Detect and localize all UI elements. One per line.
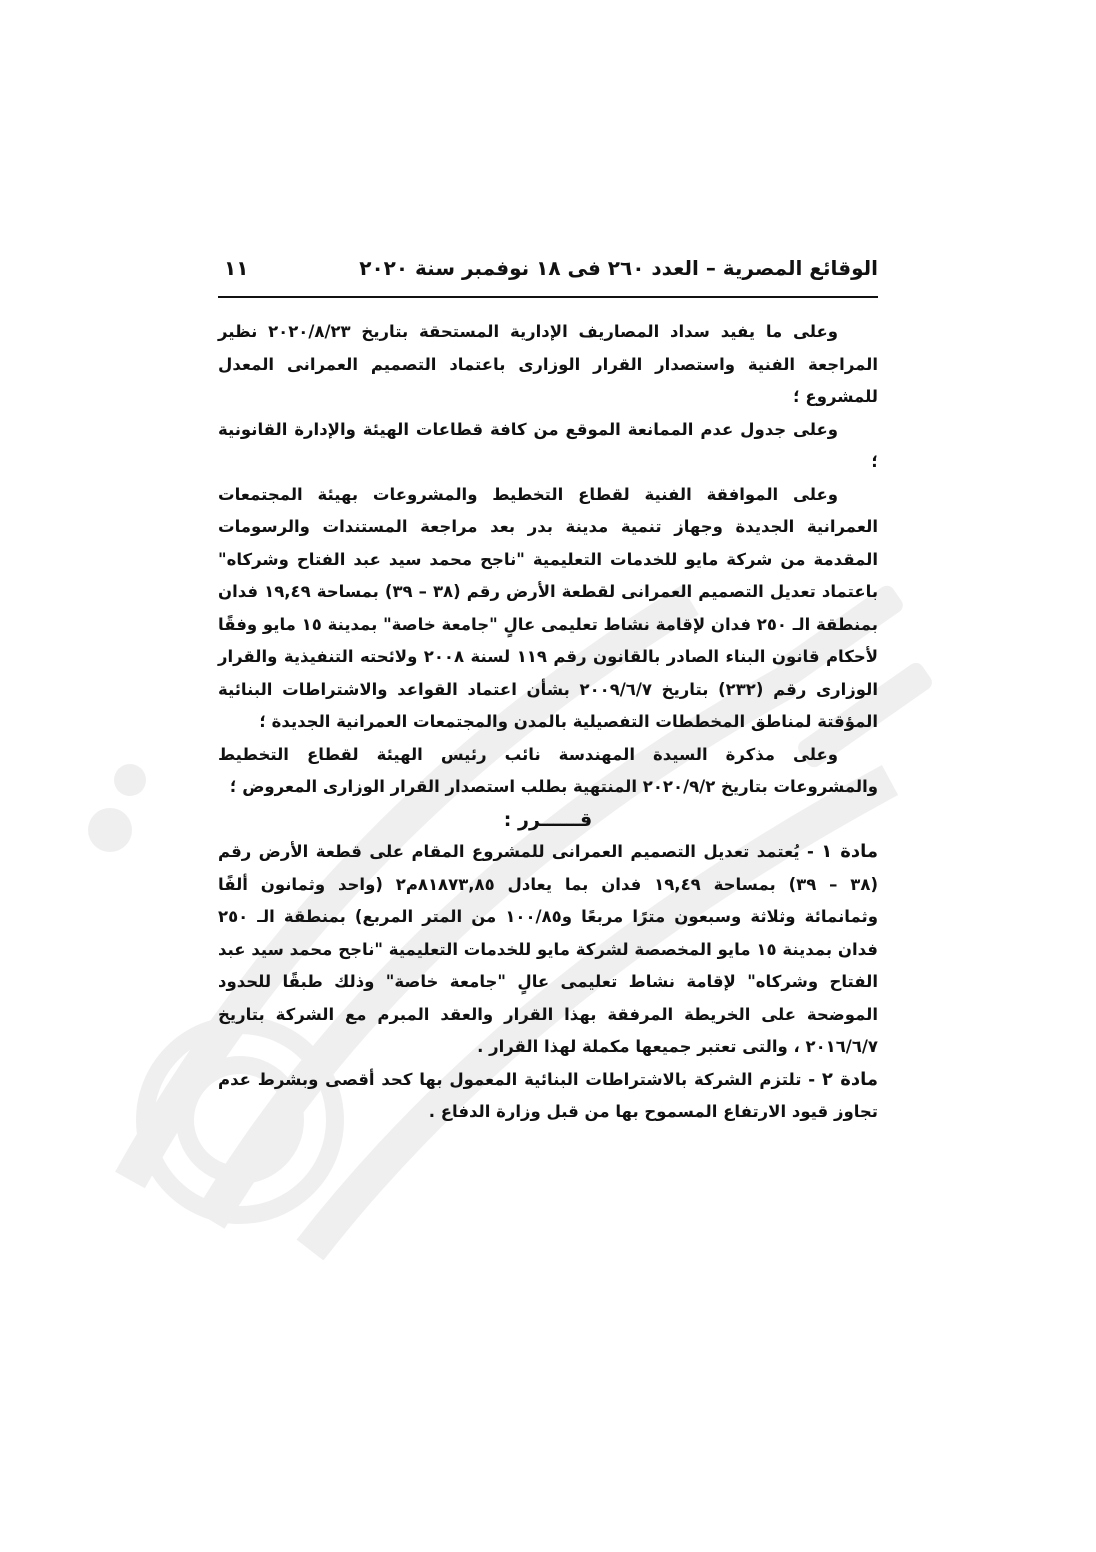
- paragraph-no-objection: وعلى جدول عدم الممانعة الموقع من كافة قطاعات الهيئة والإدارة القانونية ؛: [218, 419, 878, 471]
- article-1-text: - يُعتمد تعديل التصميم العمرانى للمشروع المقام على قطعة الأرض رقم (٣٨ – ٣٩) بمساحة ١٩,٤٩ فدان بما يعادل ٨١٨٧٣,٨٥م٢ (واحد وثمانون ألفًا وثمانمائة وثلاثة وسبعون مترًا مربعًا و١٠٠/٨٥ من المتر المربع) بمنطقة الـ ٢٥٠ فدان بمدينة ١٥ مايو المخصصة لشركة مايو للخدمات التعليمية "ناجح محمد سيد عبد الفتاح وشركاه" لإقامة نشاط تعليمى عالٍ "جامعة خاصة" وذلك طبقًا للحدود الموضحة على الخريطة المرفقة بهذا القرار والعقد المبرم مع الشركة بتاريخ ٢٠١٦/٦/٧ ، والتى تعتبر جميعها مكملة لهذا القرار .: [218, 842, 878, 1056]
- decision-heading: قــــــرر :: [503, 808, 593, 831]
- page-number: ١١: [224, 256, 249, 280]
- document-body: [218, 316, 878, 1129]
- article-2-label: مادة ٢: [821, 1068, 878, 1090]
- gazette-title: الوقائع المصرية – العدد ٢٦٠ فى ١٨ نوفمبر سنة ٢٠٢٠: [359, 256, 878, 280]
- paragraph-memo: وعلى مذكرة السيدة المهندسة نائب رئيس الهيئة لقطاع التخطيط والمشروعات بتاريخ ٢٠٢٠/٩/٢ المنتهية بطلب استصدار القرار الوزارى المعروض ؛: [218, 744, 878, 796]
- article-1-label: مادة ١: [821, 841, 878, 862]
- paragraph-fees: وعلى ما يفيد سداد المصاريف الإدارية المستحقة بتاريخ ٢٠٢٠/٨/٢٣ نظير المراجعة الفنية واستصدار القرار الوزارى باعتماد التصميم العمرانى المعدل للمشروع ؛: [218, 322, 878, 406]
- article-2-text: - تلتزم الشركة بالاشتراطات البنائية المعمول بها كحد أقصى وبشرط عدم تجاوز قيود الارتفاع المسموح بها من قبل وزارة الدفاع .: [218, 1069, 878, 1121]
- article-2: [218, 1064, 878, 1129]
- page-header: [218, 252, 878, 298]
- article-1: [218, 836, 878, 1064]
- paragraph-technical-approval: وعلى الموافقة الفنية لقطاع التخطيط والمشروعات بهيئة المجتمعات العمرانية الجديدة وجهاز تنمية مدينة بدر بعد مراجعة المستندات والرسومات المقدمة من شركة مايو للخدمات التعليمية "ناجح محمد سيد عبد الفتاح وشركاه" باعتماد تعديل التصميم العمرانى لقطعة الأرض رقم (٣٨ – ٣٩) بمساحة ١٩,٤٩ فدان بمنطقة الـ ٢٥٠ فدان لإقامة نشاط تعليمى عالٍ "جامعة خاصة" بمدينة ١٥ مايو وفقًا لأحكام قانون البناء الصادر بالقانون رقم ١١٩ لسنة ٢٠٠٨ ولائحته التنفيذية والقرار الوزارى رقم (٢٣٢) بتاريخ ٢٠٠٩/٦/٧ بشأن اعتماد القواعد والاشتراطات البنائية المؤقتة لمناطق المخططات التفصيلية بالمدن والمجتمعات العمرانية الجديدة ؛: [218, 484, 879, 731]
